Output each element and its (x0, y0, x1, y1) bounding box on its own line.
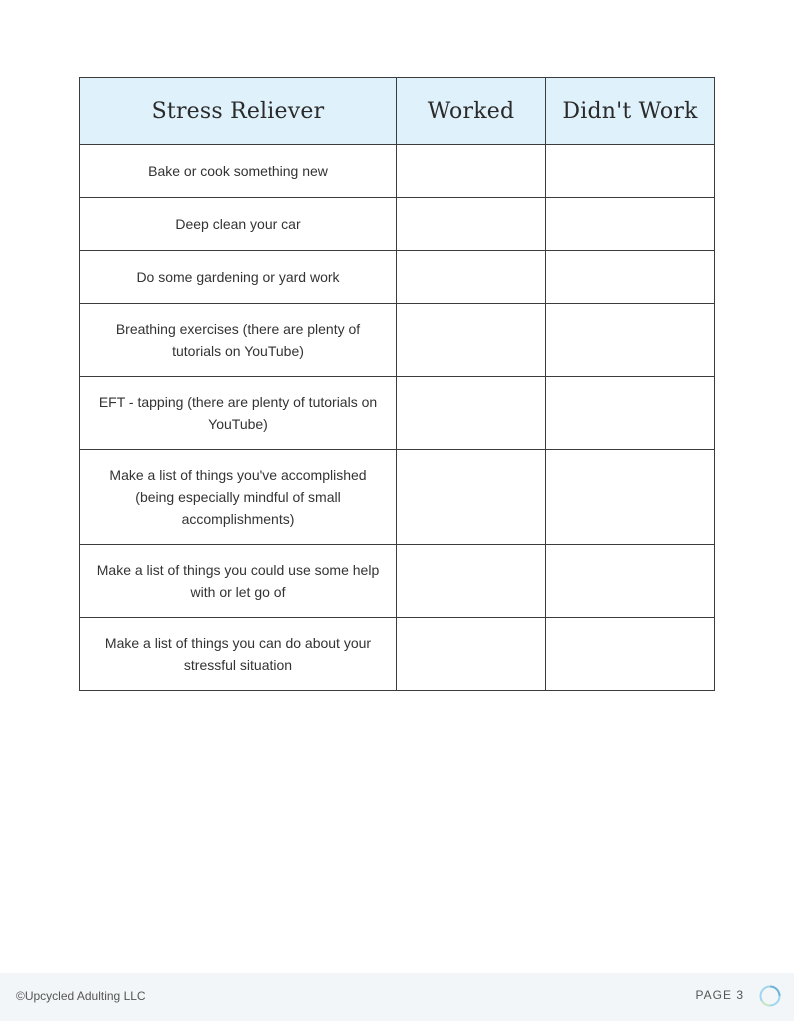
header-worked: Worked (397, 78, 546, 145)
table-row (80, 198, 715, 251)
didnt-work-checkbox-cell[interactable] (546, 618, 715, 691)
page-footer (0, 973, 794, 1021)
didnt-work-checkbox-cell[interactable] (546, 198, 715, 251)
worked-checkbox-cell[interactable] (397, 618, 546, 691)
table-row (80, 145, 715, 198)
worked-checkbox-cell[interactable] (397, 304, 546, 377)
table-header-row (80, 78, 715, 145)
reliever-cell: Make a list of things you could use some help with or let go of (80, 545, 397, 618)
header-didnt-work: Didn't Work (546, 78, 715, 145)
reliever-cell: Do some gardening or yard work (80, 251, 397, 304)
header-stress-reliever: Stress Reliever (80, 78, 397, 145)
didnt-work-checkbox-cell[interactable] (546, 377, 715, 450)
worked-checkbox-cell[interactable] (397, 251, 546, 304)
didnt-work-checkbox-cell[interactable] (546, 450, 715, 545)
table-row (80, 618, 715, 691)
didnt-work-checkbox-cell[interactable] (546, 145, 715, 198)
page-number: PAGE 3 (695, 988, 744, 1002)
reliever-cell: EFT - tapping (there are plenty of tutorials on YouTube) (80, 377, 397, 450)
worked-checkbox-cell[interactable] (397, 377, 546, 450)
reliever-cell: Bake or cook something new (80, 145, 397, 198)
reliever-cell: Breathing exercises (there are plenty of tutorials on YouTube) (80, 304, 397, 377)
worked-checkbox-cell[interactable] (397, 198, 546, 251)
worked-checkbox-cell[interactable] (397, 450, 546, 545)
table-row (80, 450, 715, 545)
reliever-cell: Deep clean your car (80, 198, 397, 251)
table-row (80, 304, 715, 377)
reliever-cell: Make a list of things you've accomplished (being especially mindful of small accomplishments) (80, 450, 397, 545)
didnt-work-checkbox-cell[interactable] (546, 545, 715, 618)
didnt-work-checkbox-cell[interactable] (546, 304, 715, 377)
stress-reliever-table (79, 77, 715, 691)
reliever-cell: Make a list of things you can do about your stressful situation (80, 618, 397, 691)
worked-checkbox-cell[interactable] (397, 545, 546, 618)
didnt-work-checkbox-cell[interactable] (546, 251, 715, 304)
table-row (80, 377, 715, 450)
circle-ring-icon (758, 984, 782, 1008)
table-row (80, 545, 715, 618)
table-row (80, 251, 715, 304)
copyright-text: ©Upcycled Adulting LLC (16, 989, 146, 1003)
worked-checkbox-cell[interactable] (397, 145, 546, 198)
